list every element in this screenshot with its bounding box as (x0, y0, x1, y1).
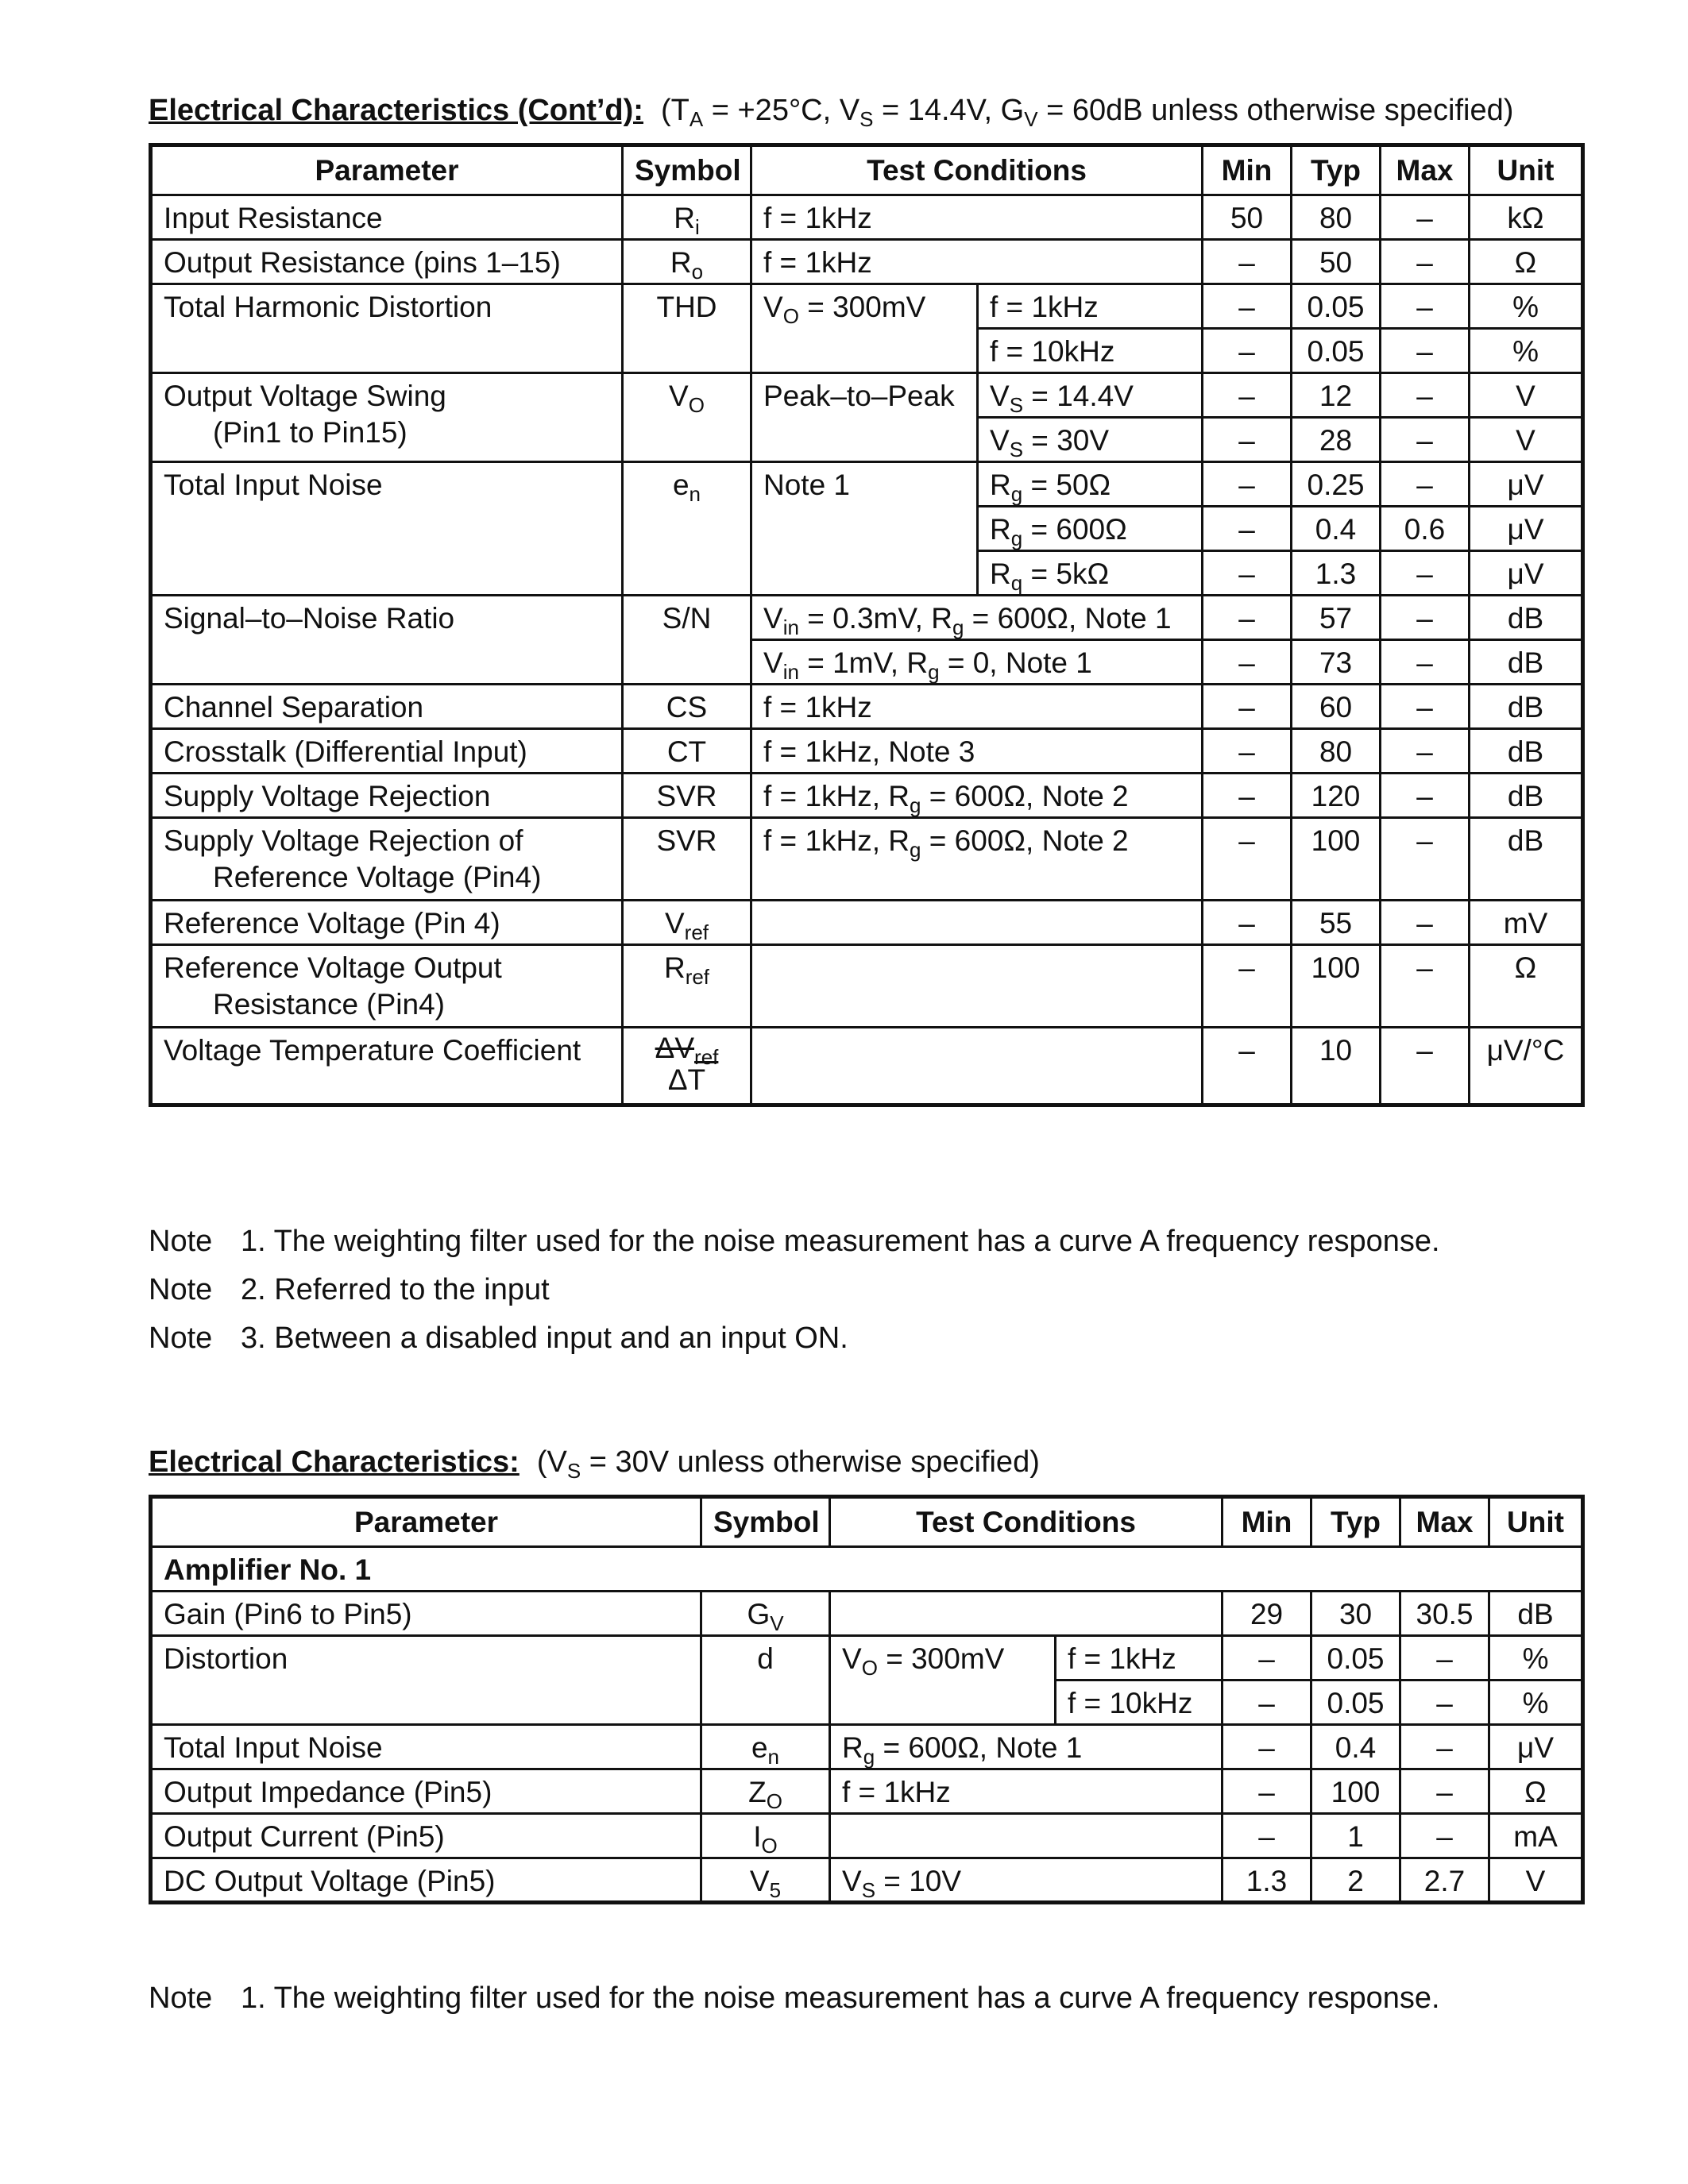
symbol-cell (623, 1028, 751, 1106)
table-row (151, 373, 1583, 418)
table-row (151, 1636, 1583, 1680)
unit-cell: V (1470, 418, 1583, 462)
condition-cell: $V_S = 10V$ (830, 1858, 1223, 1903)
typ-cell: 55 (1292, 901, 1381, 945)
typ-cell: 57 (1292, 596, 1381, 640)
symbol-cell: $e_n$ (701, 1725, 830, 1769)
symbol-cell: $V_{ref}$ (623, 901, 751, 945)
table-row (151, 729, 1583, 774)
table-row (151, 1592, 1583, 1636)
max-cell: – (1381, 774, 1470, 818)
condition-cell: $V_O = 300mV$ (830, 1636, 1056, 1725)
subcondition-cell: $V_S = 14.4V$ (978, 373, 1203, 418)
param-cell: Crosstalk (Differential Input) (151, 729, 623, 774)
max-cell: – (1381, 195, 1470, 240)
symbol-cell: $Z_O$ (701, 1769, 830, 1814)
condition-cell (751, 945, 1203, 1028)
condition-cell: $V_{in} = 0.3mV$, $R_g = 600\Omega$, Note 1 (751, 596, 1203, 640)
param-cell: Output Resistance (pins 1–15) (151, 240, 623, 284)
group-row (151, 1547, 1583, 1592)
typ-cell: 30 (1311, 1592, 1400, 1636)
param-cell: Input Resistance (151, 195, 623, 240)
unit-cell: % (1489, 1680, 1583, 1725)
min-cell: – (1203, 329, 1292, 373)
condition-cell: Peak–to–Peak (751, 373, 978, 462)
note-1: Note 1. The weighting filter used for the noise measurement has a curve A frequency response. (149, 1981, 1440, 2015)
min-cell: – (1203, 640, 1292, 685)
subcondition-cell: f = 10kHz (1056, 1680, 1223, 1725)
typ-cell: 80 (1292, 195, 1381, 240)
condition-cell: f = 1kHz, $R_g = 600\Omega$, Note 2 (751, 818, 1203, 901)
subcondition-cell: $R_g = 50\Omega$ (978, 462, 1203, 507)
header-typ: Typ (1292, 145, 1381, 195)
symbol-cell: $R_o$ (623, 240, 751, 284)
note-2: Note 2. Referred to the input (149, 1273, 550, 1306)
typ-cell: 0.05 (1311, 1636, 1400, 1680)
header-test-conditions: Test Conditions (830, 1497, 1223, 1547)
header-parameter: Parameter (151, 145, 623, 195)
param-cell: Output Current (Pin5) (151, 1814, 701, 1858)
typ-cell: 0.05 (1311, 1680, 1400, 1725)
min-cell: – (1223, 1725, 1311, 1769)
min-cell: – (1223, 1814, 1311, 1858)
unit-cell: V (1489, 1858, 1583, 1903)
table-row (151, 1858, 1583, 1903)
header-symbol: Symbol (623, 145, 751, 195)
unit-cell: % (1470, 329, 1583, 373)
max-cell: – (1381, 945, 1470, 1028)
max-cell: – (1400, 1636, 1489, 1680)
condition-cell (830, 1592, 1223, 1636)
symbol-cell: $V_O$ (623, 373, 751, 462)
typ-cell: 2 (1311, 1858, 1400, 1903)
condition-cell (751, 901, 1203, 945)
typ-cell: 0.4 (1311, 1725, 1400, 1769)
delta-fraction: $\Delta V_{ref}$ ΔT (655, 1032, 719, 1096)
param-cell: Output Voltage Swing (Pin1 to Pin15) (151, 373, 623, 462)
min-cell: – (1203, 240, 1292, 284)
param-cell: Total Input Noise (151, 1725, 701, 1769)
symbol-cell: CS (623, 685, 751, 729)
subcondition-cell: f = 1kHz (1056, 1636, 1223, 1680)
section2-heading (149, 1445, 1040, 1483)
table-row (151, 596, 1583, 640)
max-cell: – (1381, 1028, 1470, 1106)
symbol-cell: CT (623, 729, 751, 774)
table-header-row (151, 145, 1583, 195)
unit-cell: dB (1470, 729, 1583, 774)
max-cell: – (1400, 1769, 1489, 1814)
max-cell: – (1381, 685, 1470, 729)
min-cell: – (1203, 462, 1292, 507)
param-cell: Output Impedance (Pin5) (151, 1769, 701, 1814)
table-row (151, 1814, 1583, 1858)
max-cell: – (1400, 1680, 1489, 1725)
condition-cell: f = 1kHz (751, 240, 1203, 284)
unit-cell: dB (1489, 1592, 1583, 1636)
table-row (151, 240, 1583, 284)
min-cell: – (1223, 1769, 1311, 1814)
symbol-cell: SVR (623, 774, 751, 818)
unit-cell: kΩ (1470, 195, 1583, 240)
max-cell: – (1381, 284, 1470, 329)
symbol-cell: $e_n$ (623, 462, 751, 596)
unit-cell: Ω (1489, 1769, 1583, 1814)
condition-cell: f = 1kHz (751, 685, 1203, 729)
min-cell: – (1203, 551, 1292, 596)
section2-title: Electrical Characteristics: (149, 1445, 520, 1479)
min-cell: – (1203, 1028, 1292, 1106)
max-cell: – (1381, 551, 1470, 596)
subcondition-cell: $R_g = 600\Omega$ (978, 507, 1203, 551)
param-cell: Distortion (151, 1636, 701, 1725)
symbol-cell: $V_5$ (701, 1858, 830, 1903)
max-cell: – (1381, 901, 1470, 945)
max-cell: – (1381, 329, 1470, 373)
max-cell: – (1400, 1814, 1489, 1858)
min-cell: – (1223, 1680, 1311, 1725)
typ-cell: 1 (1311, 1814, 1400, 1858)
typ-cell: 0.05 (1292, 329, 1381, 373)
typ-cell: 73 (1292, 640, 1381, 685)
header-min: Min (1223, 1497, 1311, 1547)
typ-cell: 100 (1311, 1769, 1400, 1814)
typ-cell: 100 (1292, 818, 1381, 901)
param-cell: Supply Voltage Rejection (151, 774, 623, 818)
min-cell: – (1203, 945, 1292, 1028)
note-3: Note 3. Between a disabled input and an input ON. (149, 1322, 848, 1355)
param-cell: DC Output Voltage (Pin5) (151, 1858, 701, 1903)
unit-cell: Ω (1470, 240, 1583, 284)
table-row (151, 1028, 1583, 1106)
unit-cell: μV (1470, 507, 1583, 551)
header-max: Max (1381, 145, 1470, 195)
min-cell: – (1203, 373, 1292, 418)
subcondition-cell: f = 1kHz (978, 284, 1203, 329)
param-cell: Total Input Noise (151, 462, 623, 596)
param-cell: Signal–to–Noise Ratio (151, 596, 623, 685)
param-cell: Voltage Temperature Coefficient (151, 1028, 623, 1106)
section1-title: Electrical Characteristics (Cont’d): (149, 94, 643, 127)
symbol-cell: d (701, 1636, 830, 1725)
min-cell: – (1203, 901, 1292, 945)
typ-cell: 10 (1292, 1028, 1381, 1106)
max-cell: 30.5 (1400, 1592, 1489, 1636)
min-cell: – (1203, 507, 1292, 551)
header-unit: Unit (1489, 1497, 1583, 1547)
condition-cell: Note 1 (751, 462, 978, 596)
symbol-cell: THD (623, 284, 751, 373)
min-cell: 50 (1203, 195, 1292, 240)
unit-cell: Ω (1470, 945, 1583, 1028)
table-row (151, 945, 1583, 1028)
param-cell: Supply Voltage Rejection of Reference Voltage (Pin4) (151, 818, 623, 901)
min-cell: 1.3 (1223, 1858, 1311, 1903)
max-cell: – (1381, 818, 1470, 901)
section2-conditions: ($V_S = 30V$ unless otherwise specified) (536, 1445, 1040, 1483)
table-row (151, 685, 1583, 729)
typ-cell: 60 (1292, 685, 1381, 729)
typ-cell: 12 (1292, 373, 1381, 418)
unit-cell: mA (1489, 1814, 1583, 1858)
symbol-cell: SVR (623, 818, 751, 901)
typ-cell: 1.3 (1292, 551, 1381, 596)
unit-cell: mV (1470, 901, 1583, 945)
param-cell: Total Harmonic Distortion (151, 284, 623, 373)
typ-cell: 100 (1292, 945, 1381, 1028)
condition-cell: f = 1kHz (751, 195, 1203, 240)
max-cell: 2.7 (1400, 1858, 1489, 1903)
header-min: Min (1203, 145, 1292, 195)
subcondition-cell: $R_q = 5k\Omega$ (978, 551, 1203, 596)
condition-cell: f = 1kHz (830, 1769, 1223, 1814)
condition-cell: $V_O = 300mV$ (751, 284, 978, 373)
header-unit: Unit (1470, 145, 1583, 195)
min-cell: – (1203, 284, 1292, 329)
section2-table (149, 1495, 1585, 1904)
header-max: Max (1400, 1497, 1489, 1547)
unit-cell: dB (1470, 596, 1583, 640)
unit-cell: dB (1470, 685, 1583, 729)
table-row (151, 774, 1583, 818)
condition-cell: f = 1kHz, Note 3 (751, 729, 1203, 774)
min-cell: – (1203, 685, 1292, 729)
table-row (151, 195, 1583, 240)
min-cell: 29 (1223, 1592, 1311, 1636)
param-cell: Reference Voltage (Pin 4) (151, 901, 623, 945)
param-cell: Channel Separation (151, 685, 623, 729)
table-row (151, 1725, 1583, 1769)
table-row (151, 284, 1583, 329)
table-row (151, 1769, 1583, 1814)
min-cell: – (1203, 596, 1292, 640)
symbol-cell: $R_{ref}$ (623, 945, 751, 1028)
table-row (151, 901, 1583, 945)
max-cell: – (1381, 729, 1470, 774)
unit-cell: % (1489, 1636, 1583, 1680)
typ-cell: 0.4 (1292, 507, 1381, 551)
symbol-cell: $I_O$ (701, 1814, 830, 1858)
param-cell: Gain (Pin6 to Pin5) (151, 1592, 701, 1636)
min-cell: – (1203, 774, 1292, 818)
header-parameter: Parameter (151, 1497, 701, 1547)
subcondition-cell: f = 10kHz (978, 329, 1203, 373)
condition-cell: $V_{in} = 1mV$, $R_g = 0$, Note 1 (751, 640, 1203, 685)
table-header-row (151, 1497, 1583, 1547)
unit-cell: μV (1489, 1725, 1583, 1769)
unit-cell: μV (1470, 551, 1583, 596)
symbol-cell: S/N (623, 596, 751, 685)
table-row (151, 818, 1583, 901)
typ-cell: 0.05 (1292, 284, 1381, 329)
symbol-cell: $R_i$ (623, 195, 751, 240)
unit-cell: μV (1470, 462, 1583, 507)
typ-cell: 80 (1292, 729, 1381, 774)
subcondition-cell: $V_S = 30V$ (978, 418, 1203, 462)
unit-cell: % (1470, 284, 1583, 329)
condition-cell: f = 1kHz, $R_g = 600\Omega$, Note 2 (751, 774, 1203, 818)
unit-cell: dB (1470, 774, 1583, 818)
section1-heading (149, 94, 1514, 131)
max-cell: – (1381, 596, 1470, 640)
header-test-conditions: Test Conditions (751, 145, 1203, 195)
unit-cell: dB (1470, 640, 1583, 685)
typ-cell: 0.25 (1292, 462, 1381, 507)
section1-table (149, 143, 1585, 1107)
param-cell: Reference Voltage Output Resistance (Pin4) (151, 945, 623, 1028)
typ-cell: 50 (1292, 240, 1381, 284)
table-row (151, 462, 1583, 507)
header-symbol: Symbol (701, 1497, 830, 1547)
typ-cell: 28 (1292, 418, 1381, 462)
min-cell: – (1203, 418, 1292, 462)
unit-cell: dB (1470, 818, 1583, 901)
condition-cell (751, 1028, 1203, 1106)
section1-conditions: ($T_A = +25^\circ C$, $V_S = 14.4V$, $G_V = 60dB$ unless otherwise specified) (660, 94, 1514, 131)
header-typ: Typ (1311, 1497, 1400, 1547)
condition-cell (830, 1814, 1223, 1858)
min-cell: – (1203, 729, 1292, 774)
max-cell: – (1381, 373, 1470, 418)
unit-cell: μV/°C (1470, 1028, 1583, 1106)
unit-cell: V (1470, 373, 1583, 418)
max-cell: – (1381, 240, 1470, 284)
min-cell: – (1223, 1636, 1311, 1680)
max-cell: – (1381, 640, 1470, 685)
condition-cell: $R_g = 600\Omega$, Note 1 (830, 1725, 1223, 1769)
typ-cell: 120 (1292, 774, 1381, 818)
symbol-cell: $G_V$ (701, 1592, 830, 1636)
note-1: Note 1. The weighting filter used for the noise measurement has a curve A frequency response. (149, 1225, 1440, 1258)
max-cell: – (1381, 462, 1470, 507)
group-label: Amplifier No. 1 (151, 1547, 1583, 1592)
min-cell: – (1203, 818, 1292, 901)
max-cell: – (1381, 418, 1470, 462)
max-cell: – (1400, 1725, 1489, 1769)
max-cell: 0.6 (1381, 507, 1470, 551)
